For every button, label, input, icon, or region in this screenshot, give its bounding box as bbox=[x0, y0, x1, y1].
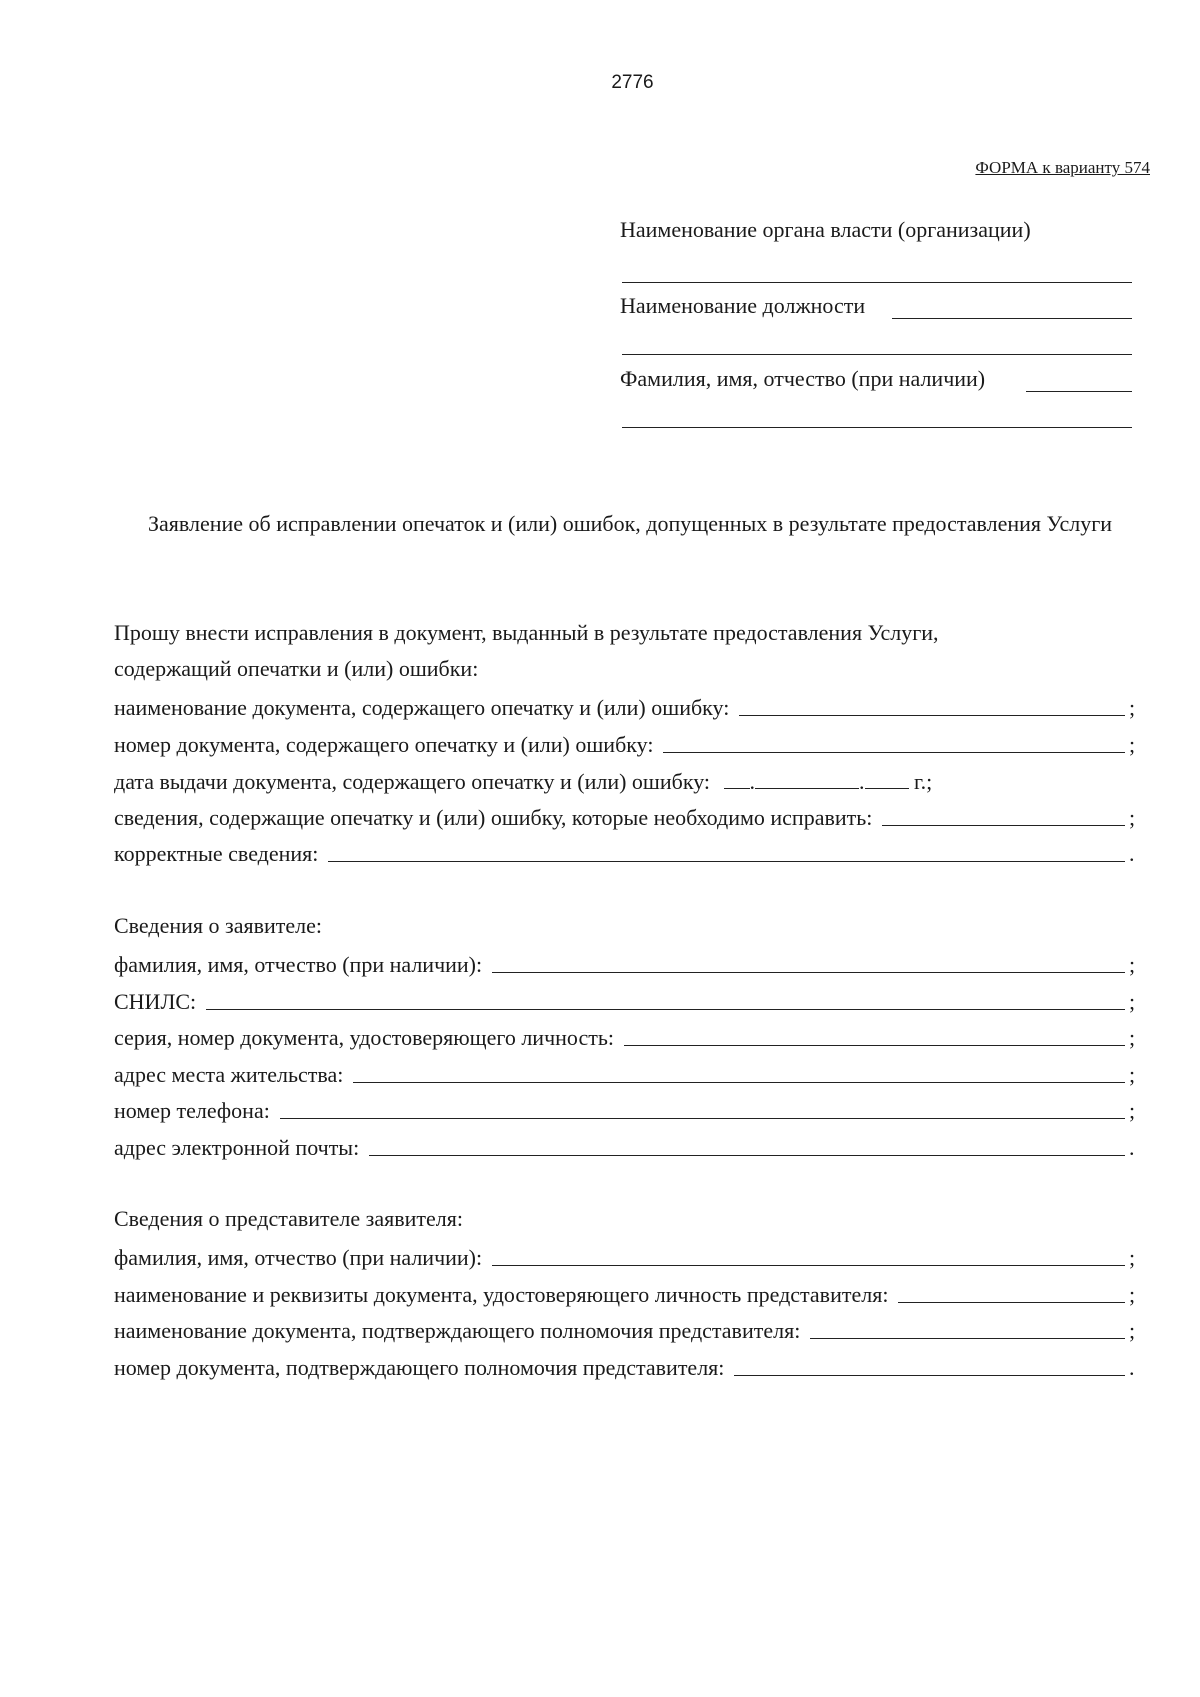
doc-number-row bbox=[114, 724, 1139, 758]
erroneous-info-row bbox=[114, 797, 1139, 831]
applicant-phone-field[interactable] bbox=[280, 1118, 1125, 1119]
period: . bbox=[1129, 1355, 1135, 1380]
date-separator: . bbox=[749, 769, 756, 794]
applicant-phone-row bbox=[114, 1090, 1139, 1124]
rep-id-label: наименование и реквизиты документа, удостоверяющего личность представителя: bbox=[114, 1282, 889, 1307]
semicolon: ; bbox=[1129, 952, 1136, 977]
correct-info-row bbox=[114, 833, 1139, 867]
semicolon: ; bbox=[1129, 1245, 1136, 1270]
document-title: Заявление об исправлении опечаток и (или) ошибок, допущенных в результате предоставления Услуги bbox=[148, 511, 1112, 536]
applicant-snils-field[interactable] bbox=[206, 1009, 1125, 1010]
page-number: 2776 bbox=[611, 72, 654, 93]
position-field-continued[interactable] bbox=[622, 354, 1132, 355]
semicolon: ; bbox=[1129, 1062, 1136, 1087]
applicant-phone-label: номер телефона: bbox=[114, 1098, 270, 1123]
applicant-address-field[interactable] bbox=[353, 1082, 1125, 1083]
semicolon: ; bbox=[1129, 1282, 1136, 1307]
request-intro-line1: Прошу внести исправления в документ, выданный в результате предоставления Услуги, bbox=[114, 620, 939, 645]
representative-heading: Сведения о представителе заявителя: bbox=[114, 1206, 463, 1231]
rep-id-row bbox=[114, 1274, 1139, 1308]
applicant-email-row bbox=[114, 1127, 1139, 1161]
rep-authority-name-row bbox=[114, 1310, 1139, 1344]
doc-name-label: наименование документа, содержащего опечатку и (или) ошибку: bbox=[114, 695, 730, 720]
semicolon: ; bbox=[1129, 732, 1136, 757]
semicolon: ; bbox=[1129, 695, 1136, 720]
period: . bbox=[1129, 841, 1135, 866]
doc-number-label: номер документа, содержащего опечатку и (или) ошибку: bbox=[114, 732, 654, 757]
applicant-fio-row bbox=[114, 944, 1139, 978]
authority-label: Наименование органа власти (организации) bbox=[620, 217, 1031, 242]
position-field[interactable] bbox=[892, 318, 1132, 319]
date-separator: . bbox=[859, 769, 865, 794]
applicant-address-label: адрес места жительства: bbox=[114, 1062, 344, 1087]
position-label: Наименование должности bbox=[620, 293, 866, 318]
correct-info-field[interactable] bbox=[328, 861, 1125, 862]
erroneous-info-label: сведения, содержащие опечатку и (или) ошибку, которые необходимо исправить: bbox=[114, 805, 873, 830]
fio-field-continued[interactable] bbox=[622, 427, 1132, 428]
rep-authority-name-field[interactable] bbox=[810, 1338, 1125, 1339]
applicant-fio-field[interactable] bbox=[492, 972, 1125, 973]
applicant-id-field[interactable] bbox=[624, 1045, 1125, 1046]
doc-name-field[interactable] bbox=[739, 715, 1125, 716]
issue-year-field[interactable] bbox=[865, 788, 909, 789]
rep-id-field[interactable] bbox=[898, 1302, 1125, 1303]
doc-name-row bbox=[114, 687, 1139, 721]
semicolon: ; bbox=[1129, 1025, 1136, 1050]
rep-fio-label: фамилия, имя, отчество (при наличии): bbox=[114, 1245, 483, 1270]
issue-date-row bbox=[114, 769, 932, 795]
rep-authority-number-field[interactable] bbox=[734, 1375, 1125, 1376]
semicolon: ; bbox=[1129, 989, 1136, 1014]
applicant-fio-label: фамилия, имя, отчество (при наличии): bbox=[114, 952, 483, 977]
issue-date-label: дата выдачи документа, содержащего опечатку и (или) ошибку: bbox=[114, 769, 711, 794]
authority-field[interactable] bbox=[622, 282, 1132, 283]
date-suffix: г.; bbox=[914, 769, 933, 794]
rep-authority-number-row bbox=[114, 1347, 1139, 1381]
form-reference: ФОРМА к варианту 574 bbox=[975, 158, 1150, 177]
applicant-heading: Сведения о заявителе: bbox=[114, 913, 323, 938]
erroneous-info-field[interactable] bbox=[882, 825, 1125, 826]
period: . bbox=[1129, 1135, 1135, 1160]
correct-info-label: корректные сведения: bbox=[114, 841, 319, 866]
semicolon: ; bbox=[1129, 1098, 1136, 1123]
applicant-email-label: адрес электронной почты: bbox=[114, 1135, 360, 1160]
applicant-id-row bbox=[114, 1017, 1139, 1051]
applicant-id-label: серия, номер документа, удостоверяющего личность: bbox=[114, 1025, 614, 1050]
applicant-snils-row bbox=[114, 981, 1139, 1015]
doc-number-field[interactable] bbox=[663, 752, 1125, 753]
request-intro-line2: содержащий опечатки и (или) ошибки: bbox=[114, 656, 479, 681]
applicant-address-row bbox=[114, 1054, 1139, 1088]
applicant-email-field[interactable] bbox=[369, 1155, 1125, 1156]
fio-label: Фамилия, имя, отчество (при наличии) bbox=[620, 366, 986, 391]
rep-fio-field[interactable] bbox=[492, 1265, 1125, 1266]
rep-authority-name-label: наименование документа, подтверждающего полномочия представителя: bbox=[114, 1318, 801, 1343]
rep-authority-number-label: номер документа, подтверждающего полномочия представителя: bbox=[114, 1355, 725, 1380]
issue-day-field[interactable] bbox=[724, 788, 750, 789]
semicolon: ; bbox=[1129, 1318, 1136, 1343]
applicant-snils-label: СНИЛС: bbox=[114, 989, 197, 1014]
issue-month-field[interactable] bbox=[755, 788, 859, 789]
rep-fio-row bbox=[114, 1237, 1139, 1271]
fio-field[interactable] bbox=[1026, 391, 1132, 392]
semicolon: ; bbox=[1129, 805, 1136, 830]
